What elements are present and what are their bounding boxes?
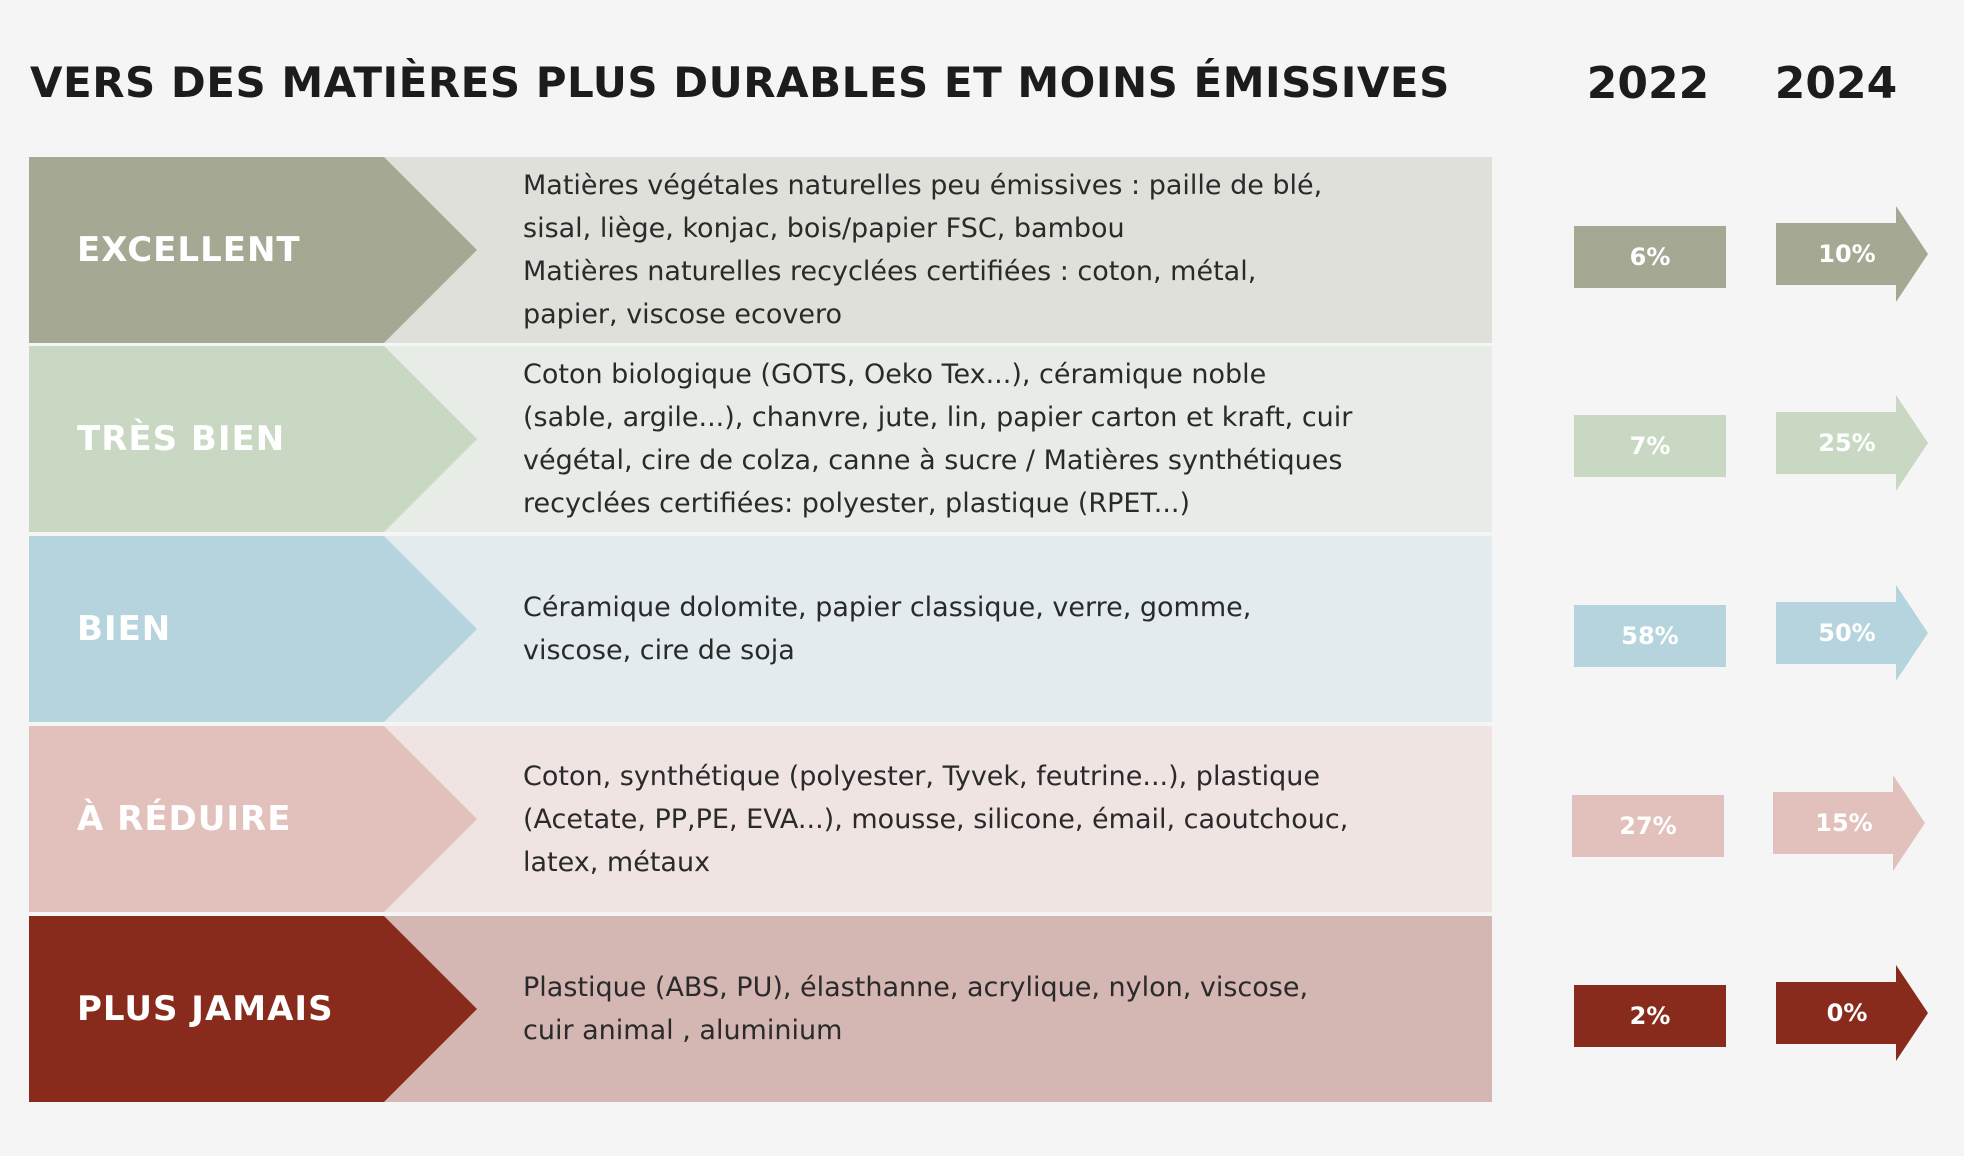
value-2024-plus-jamais bbox=[1776, 965, 1928, 1061]
materials-description bbox=[523, 916, 1480, 1102]
rating-label: TRÈS BIEN bbox=[77, 419, 286, 459]
materials-description bbox=[523, 536, 1480, 722]
value-2022-bien: 58% bbox=[1574, 605, 1726, 667]
value-2024-a-reduire bbox=[1773, 775, 1925, 871]
description-line: papier, viscose ecovero bbox=[523, 299, 842, 330]
value-2022-plus-jamais: 2% bbox=[1574, 985, 1726, 1047]
description-line: Coton biologique (GOTS, Oeko Tex...), céramique noble bbox=[523, 359, 1267, 390]
value-2024-excellent bbox=[1776, 206, 1928, 302]
value-2024-bien bbox=[1776, 585, 1928, 681]
description-line: (sable, argile...), chanvre, jute, lin, papier carton et kraft, cuir bbox=[523, 402, 1353, 433]
value-2024-label: 25% bbox=[1818, 429, 1876, 457]
value-2024-label: 10% bbox=[1818, 240, 1876, 268]
materials-description bbox=[523, 157, 1480, 343]
description-line: Plastique (ABS, PU), élasthanne, acrylique, nylon, viscose, bbox=[523, 972, 1309, 1003]
rating-row-a-reduire bbox=[29, 726, 1492, 912]
description-line: recyclées certifiées: polyester, plastique (RPET...) bbox=[523, 488, 1191, 519]
description-line: latex, métaux bbox=[523, 846, 711, 878]
rating-label: À RÉDUIRE bbox=[77, 799, 292, 839]
value-2022-excellent: 6% bbox=[1574, 226, 1726, 288]
rating-row-excellent bbox=[29, 157, 1492, 343]
rating-row-plus-jamais bbox=[29, 916, 1492, 1102]
description-line: sisal, liège, konjac, bois/papier FSC, bambou bbox=[523, 213, 1125, 244]
chart-title: VERS DES MATIÈRES PLUS DURABLES ET MOINS ÉMISSIVES bbox=[30, 58, 1450, 107]
year-2024-header: 2024 bbox=[1774, 58, 1898, 109]
rating-row-tres-bien bbox=[29, 346, 1492, 532]
description-line: Coton, synthétique (polyester, Tyvek, feutrine...), plastique bbox=[523, 760, 1321, 792]
materials-description bbox=[523, 726, 1480, 912]
year-2022-header: 2022 bbox=[1586, 58, 1710, 109]
value-2022-tres-bien: 7% bbox=[1574, 415, 1726, 477]
description-line: viscose, cire de soja bbox=[523, 635, 795, 666]
value-2022-a-reduire: 27% bbox=[1572, 795, 1724, 857]
rating-label: PLUS JAMAIS bbox=[77, 989, 334, 1029]
description-line: (Acetate, PP,PE, EVA...), mousse, silicone, émail, caoutchouc, bbox=[523, 803, 1349, 835]
value-2024-label: 0% bbox=[1826, 999, 1868, 1027]
value-2024-label: 50% bbox=[1818, 619, 1876, 647]
description-line: Céramique dolomite, papier classique, verre, gomme, bbox=[523, 592, 1252, 623]
description-line: végétal, cire de colza, canne à sucre / Matières synthétiques bbox=[523, 445, 1343, 476]
description-line: Matières naturelles recyclées certifiées : coton, métal, bbox=[523, 256, 1257, 287]
rating-label: BIEN bbox=[77, 609, 172, 649]
value-2024-label: 15% bbox=[1815, 809, 1873, 837]
value-2024-tres-bien bbox=[1776, 395, 1928, 491]
description-line: Matières végétales naturelles peu émissives : paille de blé, bbox=[523, 170, 1323, 201]
description-line: cuir animal , aluminium bbox=[523, 1015, 843, 1046]
rating-label: EXCELLENT bbox=[77, 230, 301, 270]
rating-row-bien bbox=[29, 536, 1492, 722]
materials-description bbox=[523, 346, 1480, 532]
